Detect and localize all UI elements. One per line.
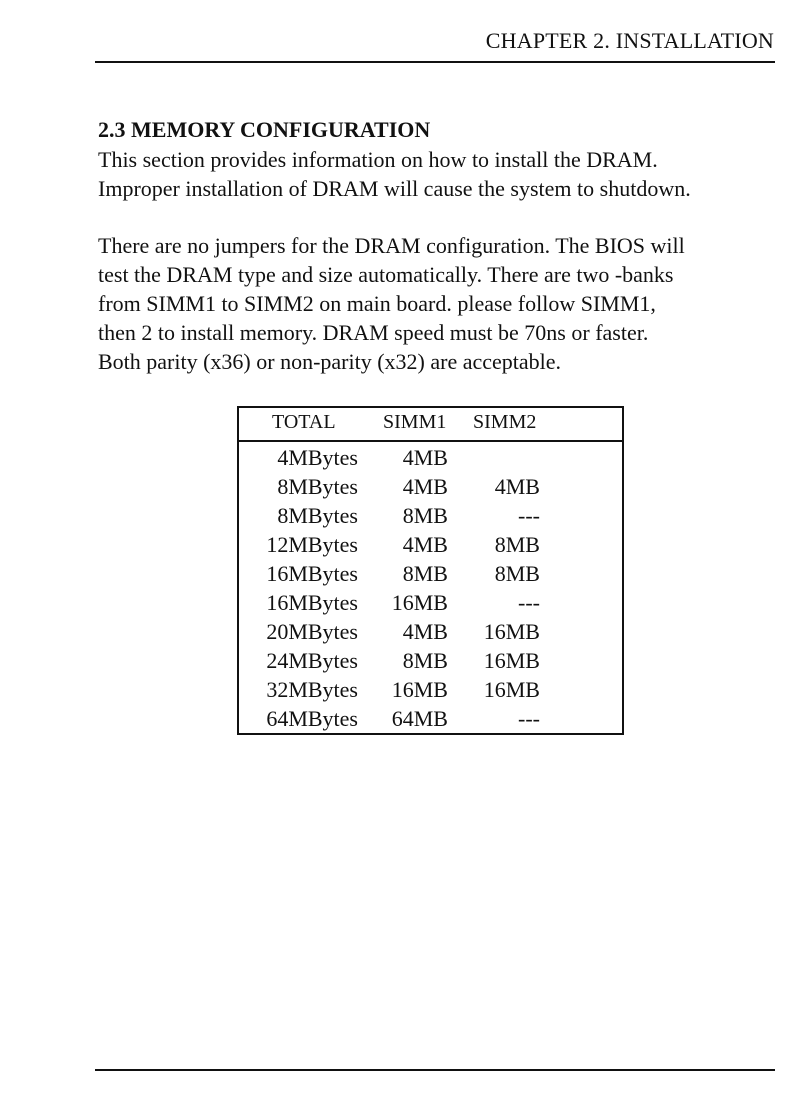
- table-row: [239, 677, 622, 706]
- total-cell: 8MBytes: [277, 503, 358, 528]
- simm2-cell: ---: [518, 503, 540, 528]
- configuration-paragraph-line: Both parity (x36) or non-parity (x32) are acceptable.: [98, 349, 562, 374]
- section-title: 2.3 MEMORY CONFIGURATION: [98, 117, 431, 142]
- intro-paragraph: [98, 145, 778, 203]
- header-divider: [95, 61, 775, 63]
- table-row: [239, 445, 622, 474]
- simm1-cell: 64MB: [391, 706, 448, 731]
- table-body: [239, 445, 622, 735]
- simm2-cell: ---: [518, 590, 540, 615]
- total-cell: 32MBytes: [266, 677, 358, 702]
- simm2-cell: ---: [518, 706, 540, 731]
- table-row: [239, 503, 622, 532]
- total-cell: 4MBytes: [277, 445, 358, 470]
- total-cell: 24MBytes: [266, 648, 358, 673]
- table-row: [239, 532, 622, 561]
- simm1-cell: 4MB: [402, 619, 448, 644]
- table-row: [239, 590, 622, 619]
- simm2-cell: 16MB: [483, 677, 540, 702]
- simm1-column-header: SIMM1: [383, 411, 447, 433]
- table-row: [239, 619, 622, 648]
- simm2-cell: 8MB: [494, 532, 540, 557]
- simm1-cell: 4MB: [402, 445, 448, 470]
- table-row: [239, 648, 622, 677]
- simm1-cell: 16MB: [391, 590, 448, 615]
- total-cell: 16MBytes: [266, 590, 358, 615]
- simm2-cell: 8MB: [494, 561, 540, 586]
- simm1-cell: 8MB: [402, 503, 448, 528]
- total-cell: 8MBytes: [277, 474, 358, 499]
- simm1-cell: 16MB: [391, 677, 448, 702]
- total-cell: 12MBytes: [266, 532, 358, 557]
- total-column-header: TOTAL: [272, 411, 336, 433]
- simm2-cell: 16MB: [483, 619, 540, 644]
- simm1-cell: 8MB: [402, 561, 448, 586]
- simm2-cell: 4MB: [494, 474, 540, 499]
- total-cell: 16MBytes: [266, 561, 358, 586]
- footer-divider: [95, 1069, 775, 1071]
- total-cell: 20MBytes: [266, 619, 358, 644]
- chapter-header-title: CHAPTER 2. INSTALLATION: [485, 28, 774, 53]
- simm1-cell: 4MB: [402, 474, 448, 499]
- intro-paragraph-line: This section provides information on how to install the DRAM.: [98, 147, 658, 172]
- table-header-row: [239, 408, 622, 442]
- table-row: [239, 474, 622, 503]
- simm2-column-header: SIMM2: [473, 411, 537, 433]
- simm1-cell: 4MB: [402, 532, 448, 557]
- configuration-paragraph-line: test the DRAM type and size automatically. There are two -banks: [98, 262, 674, 287]
- configuration-paragraph-line: then 2 to install memory. DRAM speed must be 70ns or faster.: [98, 320, 649, 345]
- intro-paragraph-line: Improper installation of DRAM will cause the system to shutdown.: [98, 176, 691, 201]
- configuration-paragraph-line: There are no jumpers for the DRAM configuration. The BIOS will: [98, 233, 685, 258]
- table-row: [239, 706, 622, 735]
- configuration-paragraph-line: from SIMM1 to SIMM2 on main board. please follow SIMM1,: [98, 291, 656, 316]
- simm1-cell: 8MB: [402, 648, 448, 673]
- total-cell: 64MBytes: [266, 706, 358, 731]
- simm2-cell: 16MB: [483, 648, 540, 673]
- memory-configuration-table: [237, 406, 624, 735]
- configuration-paragraph: [98, 231, 778, 376]
- table-row: [239, 561, 622, 590]
